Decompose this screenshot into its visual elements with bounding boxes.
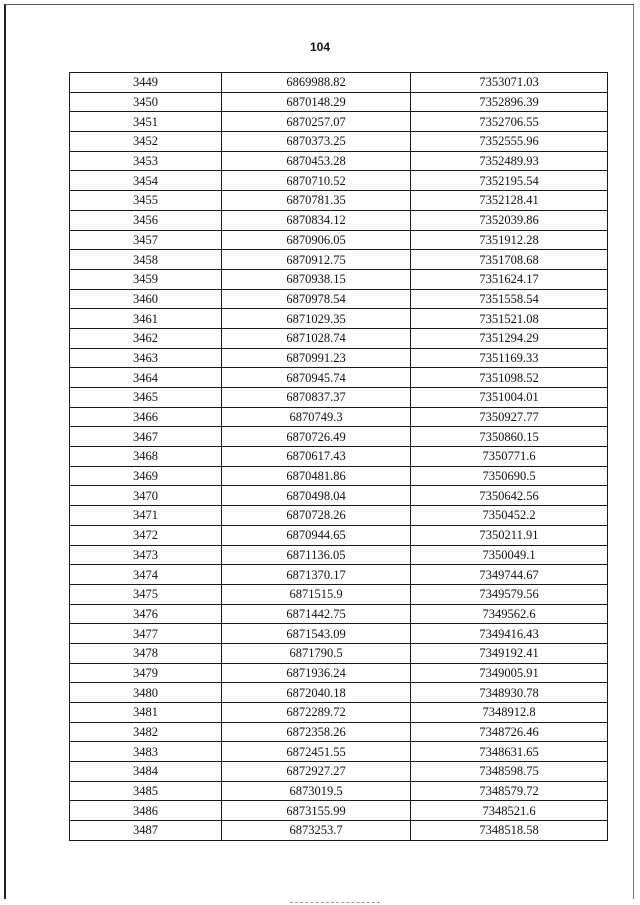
x-coordinate-cell: 6871543.09 bbox=[222, 624, 411, 644]
x-coordinate-cell: 6873253.7 bbox=[222, 821, 411, 841]
point-number-cell: 3469 bbox=[70, 466, 222, 486]
y-coordinate-cell: 7350860.15 bbox=[411, 427, 608, 447]
y-coordinate-cell: 7348912.8 bbox=[411, 703, 608, 723]
point-number-cell: 3463 bbox=[70, 348, 222, 368]
point-number-cell: 3467 bbox=[70, 427, 222, 447]
y-coordinate-cell: 7351004.01 bbox=[411, 388, 608, 408]
point-number-cell: 3477 bbox=[70, 624, 222, 644]
x-coordinate-cell: 6870837.37 bbox=[222, 388, 411, 408]
x-coordinate-cell: 6872289.72 bbox=[222, 703, 411, 723]
table-row bbox=[70, 565, 608, 585]
scan-edge-mark bbox=[290, 902, 380, 904]
y-coordinate-cell: 7351912.28 bbox=[411, 230, 608, 250]
point-number-cell: 3473 bbox=[70, 545, 222, 565]
table-row bbox=[70, 447, 608, 467]
y-coordinate-cell: 7348598.75 bbox=[411, 762, 608, 782]
table-row bbox=[70, 73, 608, 93]
point-number-cell: 3452 bbox=[70, 132, 222, 152]
point-number-cell: 3487 bbox=[70, 821, 222, 841]
x-coordinate-cell: 6871790.5 bbox=[222, 643, 411, 663]
point-number-cell: 3484 bbox=[70, 762, 222, 782]
x-coordinate-cell: 6871028.74 bbox=[222, 328, 411, 348]
x-coordinate-cell: 6870617.43 bbox=[222, 447, 411, 467]
point-number-cell: 3460 bbox=[70, 289, 222, 309]
x-coordinate-cell: 6870906.05 bbox=[222, 230, 411, 250]
point-number-cell: 3459 bbox=[70, 269, 222, 289]
table-row bbox=[70, 643, 608, 663]
point-number-cell: 3481 bbox=[70, 703, 222, 723]
y-coordinate-cell: 7352039.86 bbox=[411, 210, 608, 230]
x-coordinate-cell: 6870991.23 bbox=[222, 348, 411, 368]
table-row bbox=[70, 112, 608, 132]
y-coordinate-cell: 7349744.67 bbox=[411, 565, 608, 585]
table-row bbox=[70, 703, 608, 723]
point-number-cell: 3471 bbox=[70, 506, 222, 526]
table-row bbox=[70, 407, 608, 427]
y-coordinate-cell: 7348518.58 bbox=[411, 821, 608, 841]
x-coordinate-cell: 6870373.25 bbox=[222, 132, 411, 152]
y-coordinate-cell: 7349192.41 bbox=[411, 643, 608, 663]
coordinates-table-body bbox=[70, 73, 608, 841]
y-coordinate-cell: 7352706.55 bbox=[411, 112, 608, 132]
point-number-cell: 3450 bbox=[70, 92, 222, 112]
table-row bbox=[70, 663, 608, 683]
y-coordinate-cell: 7348631.65 bbox=[411, 742, 608, 762]
table-row bbox=[70, 486, 608, 506]
y-coordinate-cell: 7352555.96 bbox=[411, 132, 608, 152]
point-number-cell: 3461 bbox=[70, 309, 222, 329]
y-coordinate-cell: 7350642.56 bbox=[411, 486, 608, 506]
x-coordinate-cell: 6870834.12 bbox=[222, 210, 411, 230]
x-coordinate-cell: 6869988.82 bbox=[222, 73, 411, 93]
y-coordinate-cell: 7348726.46 bbox=[411, 722, 608, 742]
y-coordinate-cell: 7352896.39 bbox=[411, 92, 608, 112]
x-coordinate-cell: 6871515.9 bbox=[222, 584, 411, 604]
y-coordinate-cell: 7350771.6 bbox=[411, 447, 608, 467]
x-coordinate-cell: 6870945.74 bbox=[222, 368, 411, 388]
y-coordinate-cell: 7348521.6 bbox=[411, 801, 608, 821]
table-row bbox=[70, 821, 608, 841]
y-coordinate-cell: 7349579.56 bbox=[411, 584, 608, 604]
y-coordinate-cell: 7349416.43 bbox=[411, 624, 608, 644]
table-row bbox=[70, 309, 608, 329]
point-number-cell: 3482 bbox=[70, 722, 222, 742]
y-coordinate-cell: 7352195.54 bbox=[411, 171, 608, 191]
table-row bbox=[70, 328, 608, 348]
table-row bbox=[70, 525, 608, 545]
point-number-cell: 3472 bbox=[70, 525, 222, 545]
point-number-cell: 3457 bbox=[70, 230, 222, 250]
table-row bbox=[70, 742, 608, 762]
x-coordinate-cell: 6873019.5 bbox=[222, 781, 411, 801]
coordinates-table bbox=[69, 72, 608, 841]
x-coordinate-cell: 6871936.24 bbox=[222, 663, 411, 683]
y-coordinate-cell: 7352489.93 bbox=[411, 151, 608, 171]
x-coordinate-cell: 6870498.04 bbox=[222, 486, 411, 506]
x-coordinate-cell: 6870148.29 bbox=[222, 92, 411, 112]
x-coordinate-cell: 6870453.28 bbox=[222, 151, 411, 171]
point-number-cell: 3474 bbox=[70, 565, 222, 585]
x-coordinate-cell: 6871370.17 bbox=[222, 565, 411, 585]
table-row bbox=[70, 210, 608, 230]
point-number-cell: 3468 bbox=[70, 447, 222, 467]
table-row bbox=[70, 506, 608, 526]
x-coordinate-cell: 6870726.49 bbox=[222, 427, 411, 447]
x-coordinate-cell: 6870944.65 bbox=[222, 525, 411, 545]
point-number-cell: 3480 bbox=[70, 683, 222, 703]
table-row bbox=[70, 132, 608, 152]
point-number-cell: 3476 bbox=[70, 604, 222, 624]
point-number-cell: 3478 bbox=[70, 643, 222, 663]
table-row bbox=[70, 801, 608, 821]
point-number-cell: 3475 bbox=[70, 584, 222, 604]
y-coordinate-cell: 7351098.52 bbox=[411, 368, 608, 388]
x-coordinate-cell: 6870978.54 bbox=[222, 289, 411, 309]
y-coordinate-cell: 7351169.33 bbox=[411, 348, 608, 368]
y-coordinate-cell: 7352128.41 bbox=[411, 191, 608, 211]
x-coordinate-cell: 6871029.35 bbox=[222, 309, 411, 329]
table-row bbox=[70, 230, 608, 250]
point-number-cell: 3455 bbox=[70, 191, 222, 211]
x-coordinate-cell: 6871442.75 bbox=[222, 604, 411, 624]
table-row bbox=[70, 171, 608, 191]
point-number-cell: 3485 bbox=[70, 781, 222, 801]
y-coordinate-cell: 7348579.72 bbox=[411, 781, 608, 801]
table-row bbox=[70, 92, 608, 112]
y-coordinate-cell: 7351558.54 bbox=[411, 289, 608, 309]
point-number-cell: 3483 bbox=[70, 742, 222, 762]
y-coordinate-cell: 7349562.6 bbox=[411, 604, 608, 624]
table-row bbox=[70, 584, 608, 604]
table-row bbox=[70, 604, 608, 624]
table-row bbox=[70, 191, 608, 211]
table-row bbox=[70, 762, 608, 782]
x-coordinate-cell: 6870938.15 bbox=[222, 269, 411, 289]
point-number-cell: 3456 bbox=[70, 210, 222, 230]
x-coordinate-cell: 6871136.05 bbox=[222, 545, 411, 565]
table-row bbox=[70, 427, 608, 447]
y-coordinate-cell: 7351294.29 bbox=[411, 328, 608, 348]
table-row bbox=[70, 545, 608, 565]
table-row bbox=[70, 624, 608, 644]
x-coordinate-cell: 6870912.75 bbox=[222, 250, 411, 270]
x-coordinate-cell: 6872358.26 bbox=[222, 722, 411, 742]
x-coordinate-cell: 6870781.35 bbox=[222, 191, 411, 211]
point-number-cell: 3486 bbox=[70, 801, 222, 821]
table-row bbox=[70, 348, 608, 368]
point-number-cell: 3462 bbox=[70, 328, 222, 348]
table-row bbox=[70, 269, 608, 289]
x-coordinate-cell: 6870749.3 bbox=[222, 407, 411, 427]
y-coordinate-cell: 7351521.08 bbox=[411, 309, 608, 329]
y-coordinate-cell: 7350211.91 bbox=[411, 525, 608, 545]
y-coordinate-cell: 7350049.1 bbox=[411, 545, 608, 565]
x-coordinate-cell: 6870710.52 bbox=[222, 171, 411, 191]
point-number-cell: 3464 bbox=[70, 368, 222, 388]
point-number-cell: 3470 bbox=[70, 486, 222, 506]
table-row bbox=[70, 151, 608, 171]
point-number-cell: 3466 bbox=[70, 407, 222, 427]
point-number-cell: 3465 bbox=[70, 388, 222, 408]
y-coordinate-cell: 7349005.91 bbox=[411, 663, 608, 683]
y-coordinate-cell: 7351624.17 bbox=[411, 269, 608, 289]
page-number: 104 bbox=[309, 40, 331, 54]
table-row bbox=[70, 289, 608, 309]
table-row bbox=[70, 388, 608, 408]
table-row bbox=[70, 722, 608, 742]
y-coordinate-cell: 7350452.2 bbox=[411, 506, 608, 526]
x-coordinate-cell: 6873155.99 bbox=[222, 801, 411, 821]
x-coordinate-cell: 6870257.07 bbox=[222, 112, 411, 132]
y-coordinate-cell: 7350927.77 bbox=[411, 407, 608, 427]
table-row bbox=[70, 368, 608, 388]
y-coordinate-cell: 7350690.5 bbox=[411, 466, 608, 486]
x-coordinate-cell: 6872040.18 bbox=[222, 683, 411, 703]
table-row bbox=[70, 250, 608, 270]
table-row bbox=[70, 683, 608, 703]
x-coordinate-cell: 6870481.86 bbox=[222, 466, 411, 486]
point-number-cell: 3453 bbox=[70, 151, 222, 171]
point-number-cell: 3458 bbox=[70, 250, 222, 270]
point-number-cell: 3449 bbox=[70, 73, 222, 93]
point-number-cell: 3454 bbox=[70, 171, 222, 191]
point-number-cell: 3451 bbox=[70, 112, 222, 132]
x-coordinate-cell: 6870728.26 bbox=[222, 506, 411, 526]
x-coordinate-cell: 6872451.55 bbox=[222, 742, 411, 762]
x-coordinate-cell: 6872927.27 bbox=[222, 762, 411, 782]
y-coordinate-cell: 7348930.78 bbox=[411, 683, 608, 703]
table-row bbox=[70, 781, 608, 801]
point-number-cell: 3479 bbox=[70, 663, 222, 683]
y-coordinate-cell: 7353071.03 bbox=[411, 73, 608, 93]
y-coordinate-cell: 7351708.68 bbox=[411, 250, 608, 270]
table-row bbox=[70, 466, 608, 486]
